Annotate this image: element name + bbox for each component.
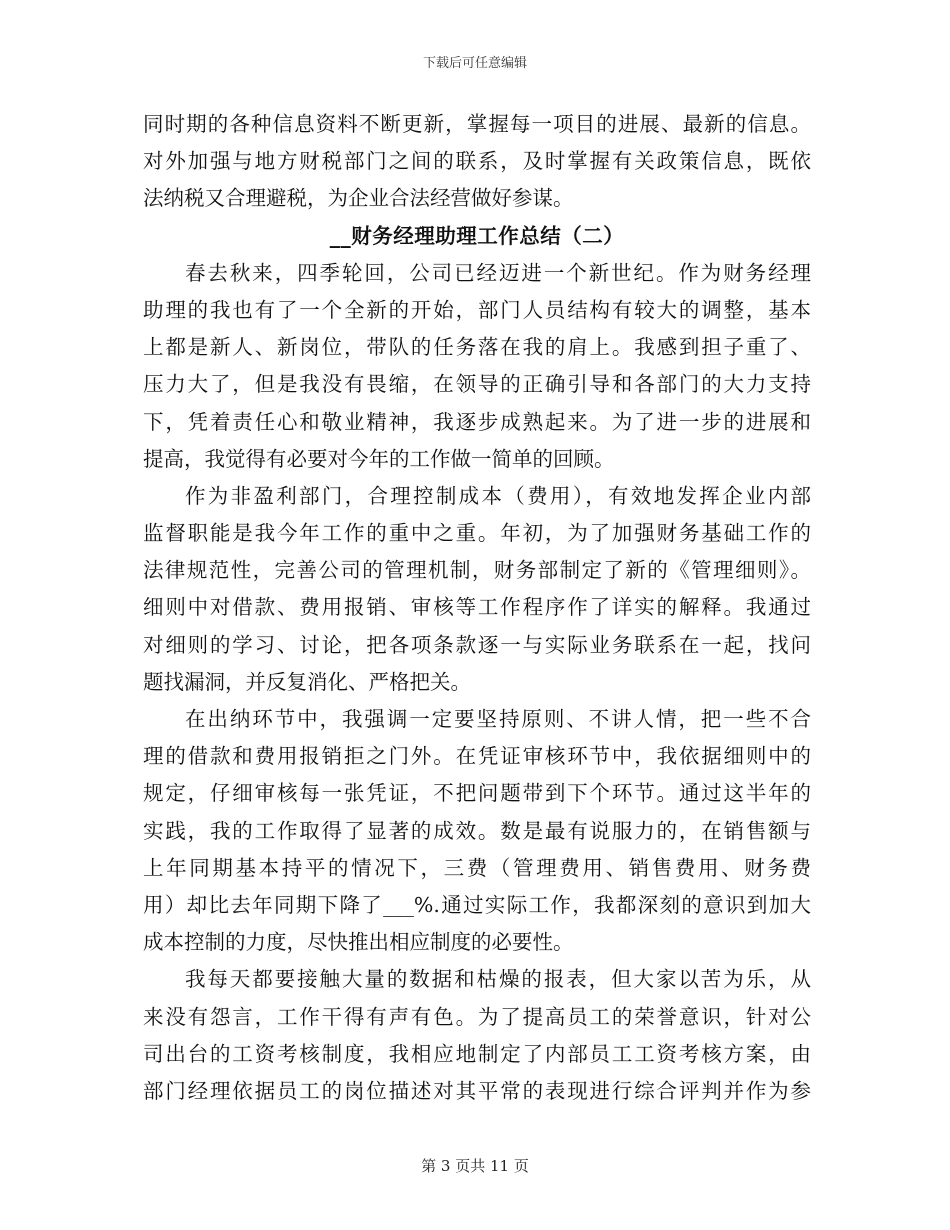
body-line: 压力大了，但是我没有畏缩，在领导的正确引导和各部门的大力支持	[143, 372, 811, 397]
body-line: 对细则的学习、讨论，把各项条款逐一与实际业务联系在一起，找问	[143, 632, 811, 657]
body-line: 来没有怨言，工作干得有声有色。为了提高员工的荣誉意识，针对公	[143, 1004, 811, 1029]
body-line: 监督职能是我今年工作的重中之重。年初，为了加强财务基础工作的	[143, 521, 811, 546]
paragraph-first-line: 作为非盈利部门，合理控制成本（费用），有效地发挥企业内部	[185, 483, 811, 508]
body-line: 司出台的工资考核制度，我相应地制定了内部员工工资考核方案，由	[143, 1041, 811, 1066]
body-line: 成本控制的力度，尽快推出相应制度的必要性。	[143, 930, 574, 955]
body-line: 规定，仔细审核每一张凭证，不把问题带到下个环节。通过这半年的	[143, 781, 811, 806]
body-line: 上年同期基本持平的情况下，三费（管理费用、销售费用、财务费	[143, 855, 811, 880]
body-line: 用）却比去年同期下降了___%.通过实际工作，我都深刻的意识到加大	[143, 892, 811, 917]
body-line: 同时期的各种信息资料不断更新，掌握每一项目的进展、最新的信息。	[143, 112, 811, 136]
section-title: __财务经理助理工作总结（二）	[329, 223, 625, 248]
body-line: 助理的我也有了一个全新的开始，部门人员结构有较大的调整，基本	[143, 297, 811, 322]
body-line: 法律规范性，完善公司的管理机制，财务部制定了新的《管理细则》。	[143, 558, 811, 583]
body-line: 理的借款和费用报销拒之门外。在凭证审核环节中，我依据细则中的	[143, 744, 811, 769]
paragraph-first-line: 春去秋来，四季轮回，公司已经迈进一个新世纪。作为财务经理	[185, 260, 811, 285]
document-body	[143, 106, 811, 1110]
body-line: 下，凭着责任心和敬业精神，我逐步成熟起来。为了进一步的进展和	[143, 409, 811, 434]
body-line: 实践，我的工作取得了显著的成效。数是最有说服力的，在销售额与	[143, 818, 811, 843]
body-line: 上都是新人、新岗位，带队的任务落在我的肩上。我感到担子重了、	[143, 335, 811, 360]
page-header-note: 下载后可任意编辑	[422, 56, 527, 71]
body-line: 法纳税又合理避税，为企业合法经营做好参谋。	[143, 186, 574, 211]
body-line: 提高，我觉得有必要对今年的工作做一简单的回顾。	[143, 446, 615, 471]
paragraph-first-line: 在出纳环节中，我强调一定要坚持原则、不讲人情，把一些不合	[185, 707, 811, 731]
paragraph-first-line: 我每天都要接触大量的数据和枯燥的报表，但大家以苦为乐，从	[185, 967, 811, 992]
body-line: 题找漏洞，并反复消化、严格把关。	[143, 669, 471, 694]
body-line: 对外加强与地方财税部门之间的联系，及时掌握有关政策信息，既依	[143, 149, 811, 174]
body-line: 部门经理依据员工的岗位描述对其平常的表现进行综合评判并作为参	[143, 1078, 811, 1103]
body-line: 细则中对借款、费用报销、审核等工作程序作了详实的解释。我通过	[143, 595, 811, 620]
page-number: 第 3 页共 11 页	[421, 1157, 529, 1175]
